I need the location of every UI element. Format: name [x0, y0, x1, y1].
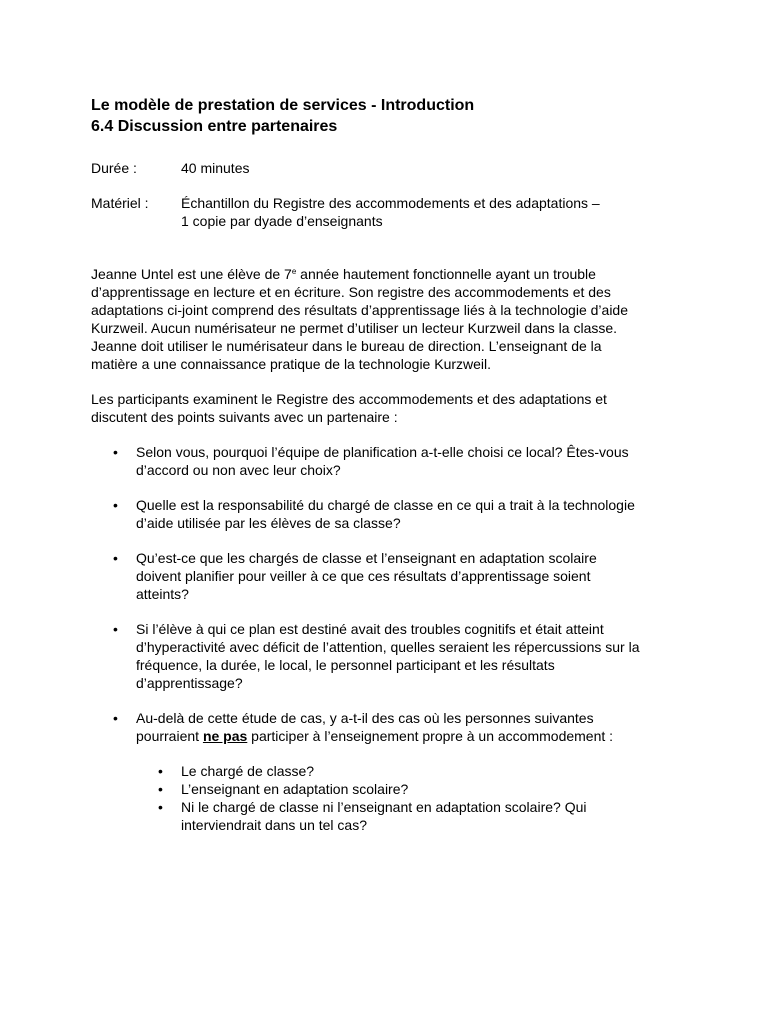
bullet-icon: •: [113, 710, 118, 726]
question-item-4: [91, 620, 691, 692]
question-5-line-1: Au-delà de cette étude de cas, y a-t-il des cas où les personnes suivantes: [136, 710, 594, 726]
duration-row: [91, 159, 691, 177]
document-title: [91, 95, 691, 137]
question-item-1: [91, 443, 691, 479]
sub-question-item-2: [91, 780, 691, 798]
emphasis-ne-pas: ne pas: [202, 728, 248, 744]
question-4-line-1: Si l’élève à qui ce plan est destiné avait des troubles cognitifs et était atteint: [136, 621, 604, 637]
sub-question-item-3: [91, 798, 691, 834]
case-line-5: Jeanne doit utiliser le numérisateur dans le bureau de direction. L’enseignant de la: [91, 338, 602, 354]
title-line-2: 6.4 Discussion entre partenaires: [91, 118, 338, 135]
question-item-3: [91, 549, 691, 603]
question-4-line-4: d’apprentissage?: [136, 675, 243, 691]
case-line-2: d’apprentissage en lecture et en écriture. Son registre des accommodements et des: [91, 284, 611, 300]
case-line-3: adaptations ci-joint comprend des résultats d’apprentissage liés à la technologie d’aide: [91, 302, 628, 318]
sub-question-3-line-1: Ni le chargé de classe ni l’enseignant en adaptation scolaire? Qui: [181, 799, 587, 815]
question-2-line-1: Quelle est la responsabilité du chargé de classe en ce qui a trait à la technologie: [136, 497, 635, 513]
bullet-icon: •: [113, 550, 118, 566]
question-4-line-2: d’hyperactivité avec déficit de l’attention, quelles seraient les répercussions sur la: [136, 639, 640, 655]
case-line-1-start: Jeanne Untel est une élève de 7: [91, 266, 292, 282]
question-5-line-2: [136, 727, 691, 745]
question-5-line-2-end: participer à l’enseignement propre à un accommodement :: [247, 728, 614, 744]
question-1-line-2: d’accord ou non avec leur choix?: [136, 462, 341, 478]
title-line-1: Le modèle de prestation de services - Introduction: [91, 97, 475, 114]
sub-question-1-line-1: Le chargé de classe?: [181, 763, 315, 779]
sub-questions-list: [91, 762, 691, 834]
bullet-icon: •: [113, 444, 118, 460]
instructions-line-1: Les participants examinent le Registre des accommodements et des adaptations et: [91, 391, 607, 407]
case-study-paragraph: [91, 265, 691, 373]
case-line-1: [91, 265, 691, 283]
material-row: [91, 194, 691, 230]
material-line-2: 1 copie par dyade d’enseignants: [181, 213, 383, 229]
question-3-line-1: Qu’est-ce que les chargés de classe et l’enseignant en adaptation scolaire: [136, 550, 597, 566]
question-4-line-3: fréquence, la durée, le local, le personnel participant et les résultats: [136, 657, 555, 673]
instructions-paragraph: [91, 390, 691, 426]
question-3-line-2: doivent planifier pour veiller à ce que ces résultats d’apprentissage soient: [136, 568, 591, 584]
question-3-line-3: atteints?: [136, 586, 189, 602]
ordinal-suffix: e: [291, 267, 297, 276]
material-label: Matériel :: [91, 195, 149, 211]
bullet-icon: •: [158, 763, 163, 779]
question-2-line-2: d’aide utilisée par les élèves de sa classe?: [136, 515, 401, 531]
bullet-icon: •: [113, 621, 118, 637]
discussion-questions-list: [91, 443, 691, 709]
bullet-icon: •: [158, 781, 163, 797]
instructions-line-2: discutent des points suivants avec un partenaire :: [91, 409, 398, 425]
bullet-icon: •: [113, 497, 118, 513]
duration-value: 40 minutes: [181, 160, 250, 176]
case-line-6: matière a une connaissance pratique de la technologie Kurzweil.: [91, 356, 492, 372]
case-line-1-end: année hautement fonctionnelle ayant un trouble: [296, 266, 596, 282]
sub-question-2-line-1: L’enseignant en adaptation scolaire?: [181, 781, 409, 797]
case-remaining-lines: [91, 283, 691, 373]
question-item-5: [91, 709, 691, 745]
sub-question-item-1: [91, 762, 691, 780]
question-5-line-2-start: pourraient: [136, 728, 203, 744]
material-value: [181, 194, 691, 230]
case-line-4: Kurzweil. Aucun numérisateur ne permet d’utiliser un lecteur Kurzweil dans la classe.: [91, 320, 618, 336]
bullet-icon: •: [158, 799, 163, 815]
question-1-line-1: Selon vous, pourquoi l’équipe de planification a-t-elle choisi ce local? Êtes-vous: [136, 444, 629, 460]
sub-question-3-line-2: interviendrait dans un tel cas?: [181, 817, 367, 833]
question-item-2: [91, 496, 691, 532]
material-line-1: Échantillon du Registre des accommodements et des adaptations –: [181, 195, 600, 211]
duration-label: Durée :: [91, 160, 137, 176]
document-page: [91, 95, 691, 834]
